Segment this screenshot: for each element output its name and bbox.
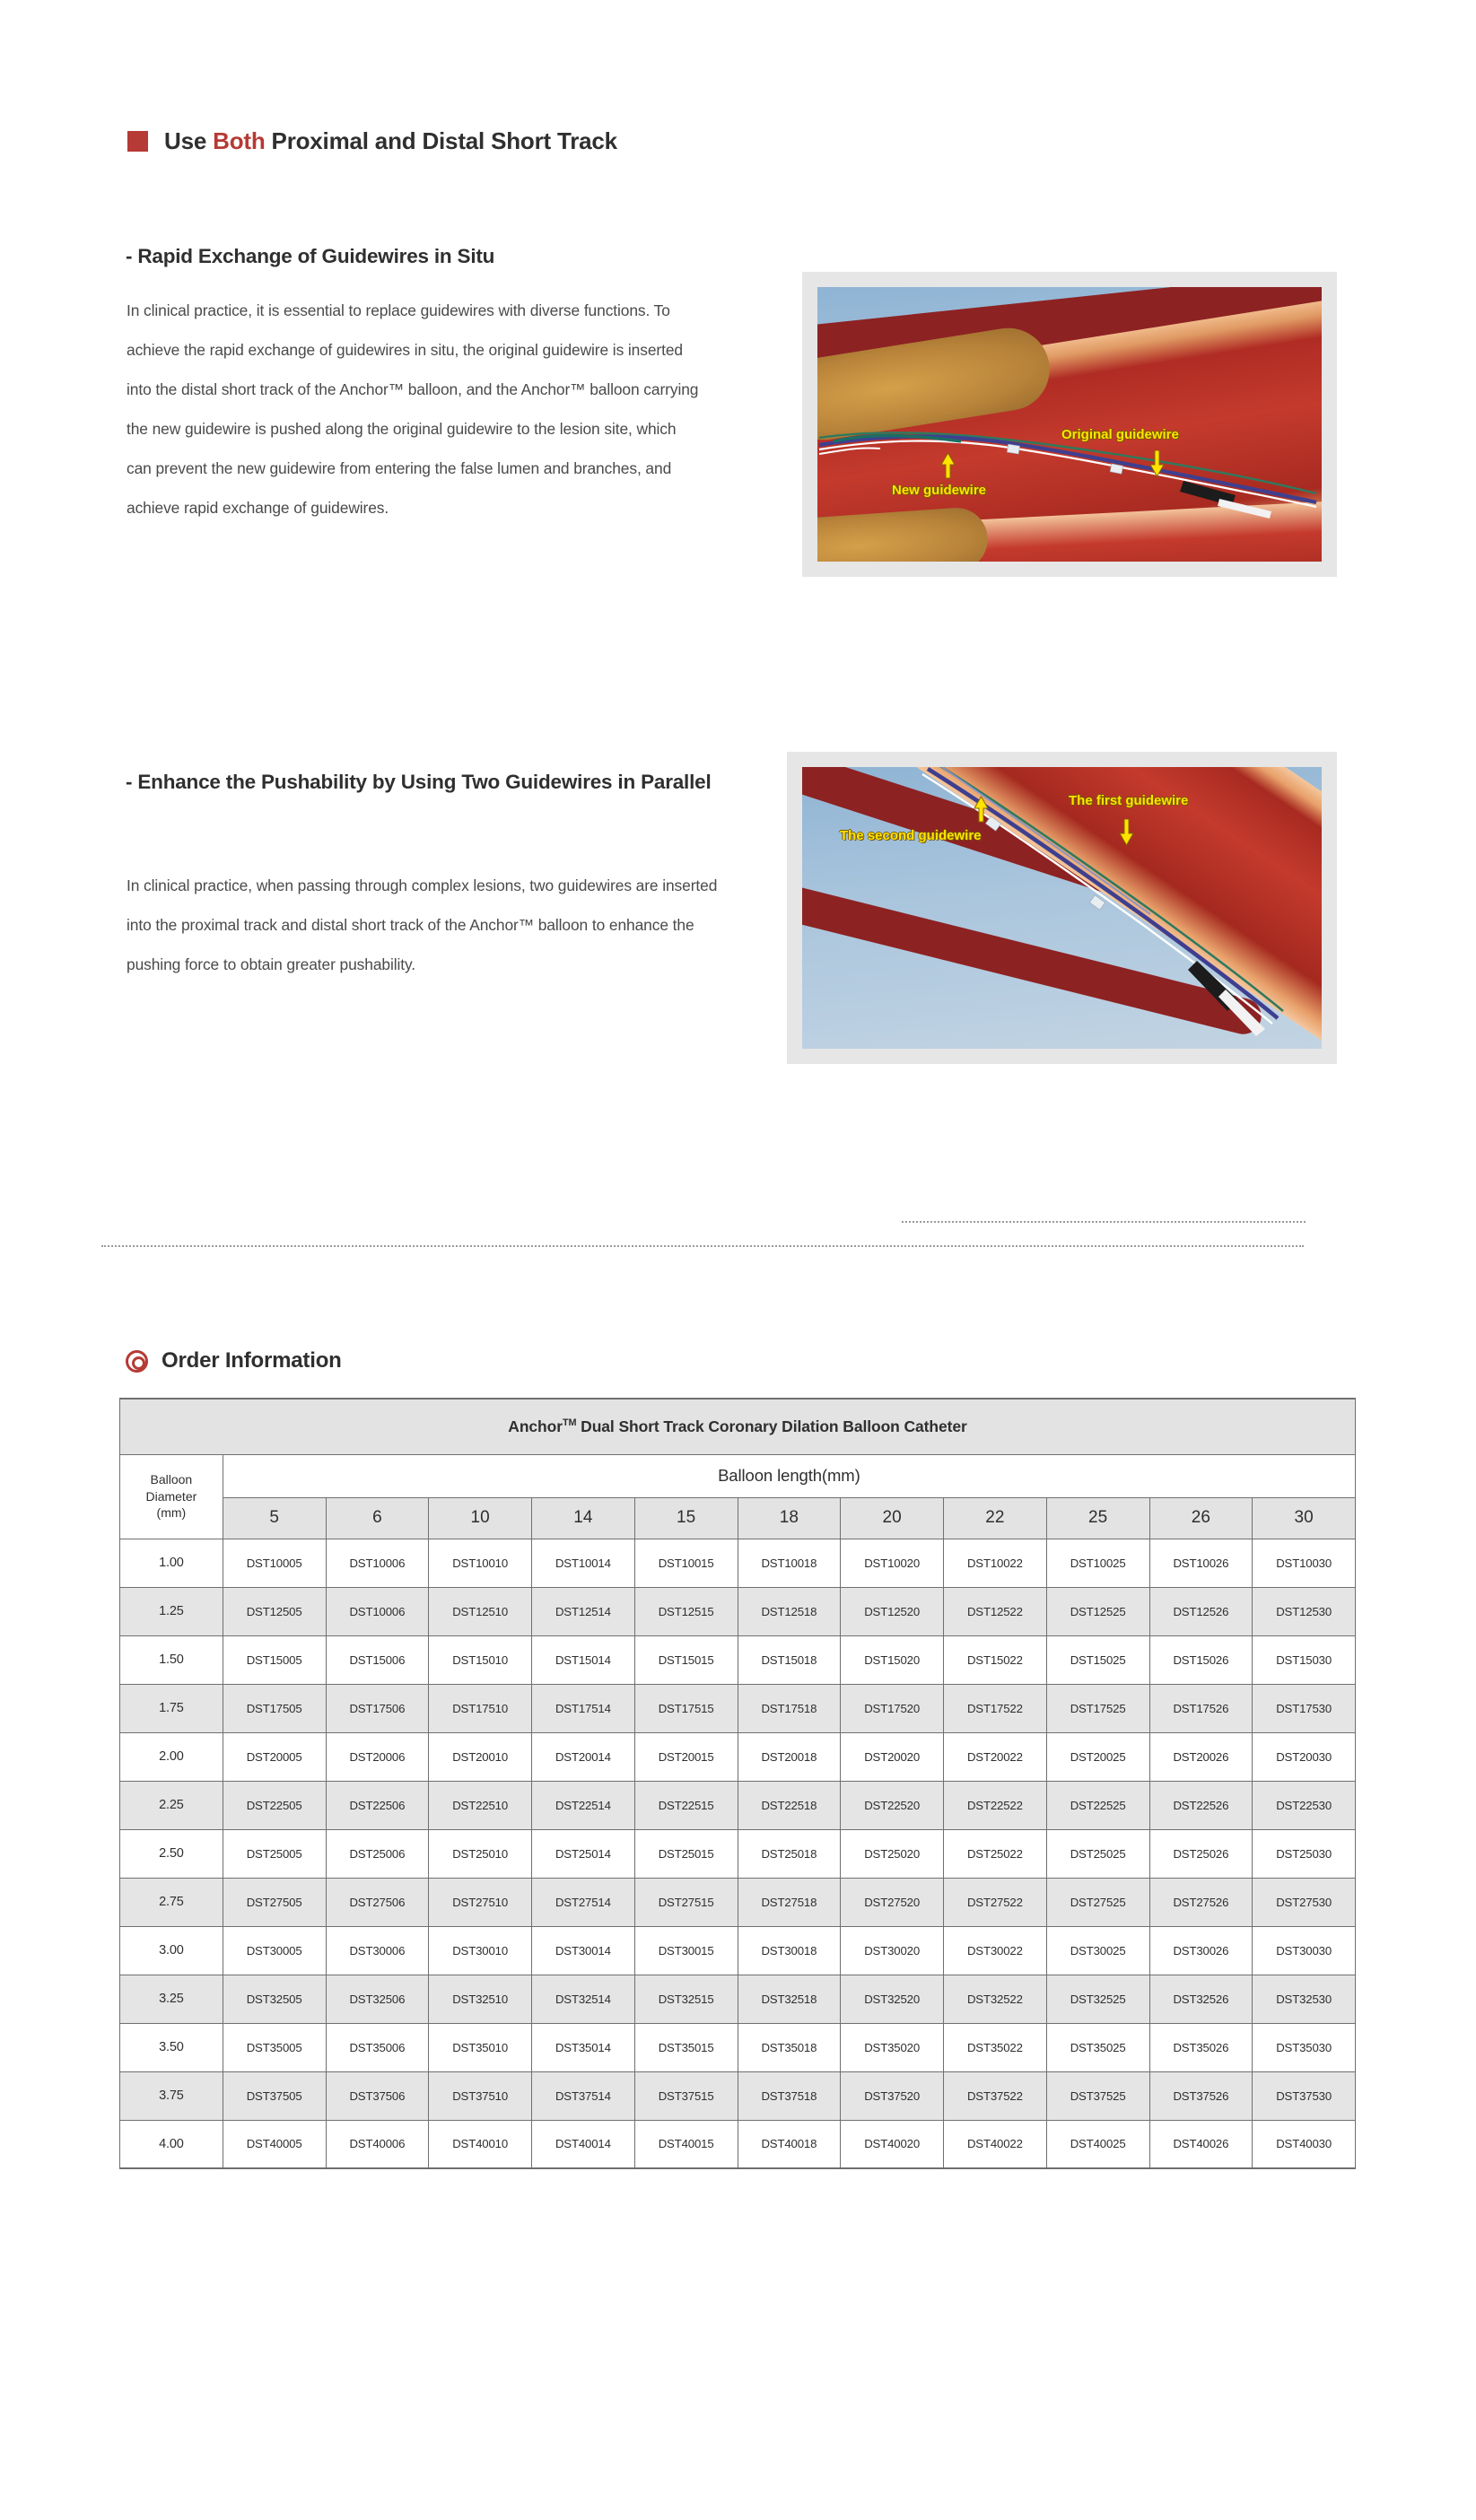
cell-product-code: DST22515 (634, 1781, 738, 1829)
cell-product-code: DST35006 (326, 2023, 429, 2071)
cell-product-code: DST32530 (1253, 1975, 1356, 2023)
cell-product-code: DST37530 (1253, 2071, 1356, 2120)
cell-product-code: DST10006 (326, 1539, 429, 1587)
table-row (120, 1829, 1356, 1878)
row-header-line-2: Diameter (145, 1488, 197, 1504)
cell-product-code: DST27505 (223, 1878, 326, 1926)
table-row (120, 1926, 1356, 1975)
cell-product-code: DST35005 (223, 2023, 326, 2071)
cell-product-code: DST12526 (1149, 1587, 1253, 1635)
table-group-header-row (120, 1454, 1356, 1497)
cell-product-code: DST25015 (634, 1829, 738, 1878)
column-header-length-15: 15 (634, 1497, 738, 1539)
radiopaque-marker-2 (1110, 464, 1122, 474)
cell-product-code: DST25018 (738, 1829, 841, 1878)
cell-balloon-diameter: 3.00 (120, 1926, 223, 1975)
cell-product-code: DST10025 (1046, 1539, 1149, 1587)
dotted-divider-long (101, 1245, 1304, 1246)
cell-product-code: DST12518 (738, 1587, 841, 1635)
cell-product-code: DST22530 (1253, 1781, 1356, 1829)
cell-product-code: DST32520 (841, 1975, 944, 2023)
cell-product-code: DST22518 (738, 1781, 841, 1829)
table-length-header-row (120, 1497, 1356, 1539)
cell-product-code: DST17522 (944, 1684, 1047, 1732)
cell-product-code: DST40020 (841, 2120, 944, 2168)
cell-product-code: DST35025 (1046, 2023, 1149, 2071)
trademark-symbol: TM (562, 1417, 577, 1428)
cell-product-code: DST15005 (223, 1635, 326, 1684)
cell-product-code: DST25026 (1149, 1829, 1253, 1878)
table-row (120, 2023, 1356, 2071)
cell-product-code: DST27506 (326, 1878, 429, 1926)
cell-product-code: DST20022 (944, 1732, 1047, 1781)
cell-product-code: DST10020 (841, 1539, 944, 1587)
cell-product-code: DST37506 (326, 2071, 429, 2120)
cell-product-code: DST40015 (634, 2120, 738, 2168)
square-bullet-icon (127, 131, 148, 152)
cell-product-code: DST25005 (223, 1829, 326, 1878)
cell-product-code: DST30006 (326, 1926, 429, 1975)
subsection-heading-pushability: - Enhance the Pushability by Using Two Guidewires in Parallel (126, 770, 712, 793)
cell-product-code: DST27515 (634, 1878, 738, 1926)
cell-product-code: DST10026 (1149, 1539, 1253, 1587)
cell-product-code: DST32505 (223, 1975, 326, 2023)
label-second-guidewire: The second guidewire (840, 828, 982, 843)
cell-product-code: DST25030 (1253, 1829, 1356, 1878)
cell-product-code: DST10015 (634, 1539, 738, 1587)
radiopaque-marker-1 (1007, 444, 1019, 454)
cell-balloon-diameter: 1.75 (120, 1684, 223, 1732)
cell-product-code: DST30015 (634, 1926, 738, 1975)
table-title-cell (120, 1399, 1356, 1454)
cell-product-code: DST25022 (944, 1829, 1047, 1878)
cell-product-code: DST12530 (1253, 1587, 1356, 1635)
cell-product-code: DST20014 (532, 1732, 635, 1781)
section-heading-text (164, 127, 617, 155)
cell-product-code: DST40010 (429, 2120, 532, 2168)
cell-product-code: DST35014 (532, 2023, 635, 2071)
cell-product-code: DST22522 (944, 1781, 1047, 1829)
cell-product-code: DST17505 (223, 1684, 326, 1732)
cell-balloon-diameter: 3.50 (120, 2023, 223, 2071)
cell-product-code: DST17518 (738, 1684, 841, 1732)
cell-product-code: DST40005 (223, 2120, 326, 2168)
cell-product-code: DST30020 (841, 1926, 944, 1975)
cell-balloon-diameter: 2.25 (120, 1781, 223, 1829)
cell-product-code: DST37510 (429, 2071, 532, 2120)
cell-product-code: DST35030 (1253, 2023, 1356, 2071)
cell-product-code: DST17520 (841, 1684, 944, 1732)
cell-product-code: DST27526 (1149, 1878, 1253, 1926)
column-header-length-10: 10 (429, 1497, 532, 1539)
arrow-up-new-guidewire (940, 452, 956, 479)
cell-product-code: DST17515 (634, 1684, 738, 1732)
cell-product-code: DST30026 (1149, 1926, 1253, 1975)
arrow-down-first-guidewire (1119, 819, 1134, 846)
cell-product-code: DST10005 (223, 1539, 326, 1587)
cell-product-code: DST30014 (532, 1926, 635, 1975)
row-header-balloon-diameter (120, 1454, 223, 1539)
cell-product-code: DST12510 (429, 1587, 532, 1635)
cell-product-code: DST25025 (1046, 1829, 1149, 1878)
dotted-divider-short (902, 1221, 1306, 1222)
cell-product-code: DST12522 (944, 1587, 1047, 1635)
vessel-illustration-1 (817, 287, 1322, 562)
table-title-prefix: Anchor (508, 1417, 563, 1435)
cell-balloon-diameter: 3.75 (120, 2071, 223, 2120)
table-head (120, 1399, 1356, 1539)
cell-product-code: DST10010 (429, 1539, 532, 1587)
table-row (120, 1732, 1356, 1781)
cell-product-code: DST17525 (1046, 1684, 1149, 1732)
cell-product-code: DST12520 (841, 1587, 944, 1635)
label-new-guidewire: New guidewire (892, 483, 987, 498)
cell-product-code: DST17506 (326, 1684, 429, 1732)
label-original-guidewire: Original guidewire (1061, 427, 1179, 442)
table-title-suffix: Dual Short Track Coronary Dilation Balloon Catheter (576, 1417, 967, 1435)
cell-product-code: DST15030 (1253, 1635, 1356, 1684)
table-title-row (120, 1399, 1356, 1454)
cell-product-code: DST20005 (223, 1732, 326, 1781)
cell-product-code: DST35026 (1149, 2023, 1253, 2071)
table-row (120, 2071, 1356, 2120)
figure-rapid-exchange (802, 272, 1337, 577)
target-ring-icon (126, 1350, 148, 1373)
cell-product-code: DST17510 (429, 1684, 532, 1732)
table-row (120, 1878, 1356, 1926)
cell-product-code: DST17526 (1149, 1684, 1253, 1732)
cell-product-code: DST37518 (738, 2071, 841, 2120)
order-information-table (119, 1398, 1356, 2169)
table-row (120, 1684, 1356, 1732)
cell-product-code: DST12514 (532, 1587, 635, 1635)
cell-product-code: DST37522 (944, 2071, 1047, 2120)
arrow-down-original-guidewire (1149, 450, 1165, 477)
section-heading (127, 127, 617, 155)
cell-product-code: DST12525 (1046, 1587, 1149, 1635)
cell-product-code: DST20025 (1046, 1732, 1149, 1781)
cell-balloon-diameter: 1.50 (120, 1635, 223, 1684)
cell-product-code: DST27525 (1046, 1878, 1149, 1926)
cell-product-code: DST40026 (1149, 2120, 1253, 2168)
cell-product-code: DST15010 (429, 1635, 532, 1684)
vessel-illustration-2 (802, 767, 1322, 1049)
column-header-length-22: 22 (944, 1497, 1047, 1539)
column-header-length-6: 6 (326, 1497, 429, 1539)
cell-product-code: DST30005 (223, 1926, 326, 1975)
column-header-length-25: 25 (1046, 1497, 1149, 1539)
cell-product-code: DST17530 (1253, 1684, 1356, 1732)
cell-product-code: DST12505 (223, 1587, 326, 1635)
cell-balloon-diameter: 1.25 (120, 1587, 223, 1635)
cell-product-code: DST32525 (1046, 1975, 1149, 2023)
cell-product-code: DST37505 (223, 2071, 326, 2120)
cell-product-code: DST15015 (634, 1635, 738, 1684)
cell-product-code: DST30030 (1253, 1926, 1356, 1975)
subsection-paragraph-pushability: In clinical practice, when passing through complex lesions, two guidewires are inserted into the proximal track and distal short track of the Anchor™ balloon to enhance the pushing force to obtain greater pushability. (127, 876, 718, 974)
cell-product-code: DST32510 (429, 1975, 532, 2023)
cell-product-code: DST25020 (841, 1829, 944, 1878)
cell-product-code: DST10030 (1253, 1539, 1356, 1587)
cell-product-code: DST27530 (1253, 1878, 1356, 1926)
cell-product-code: DST10014 (532, 1539, 635, 1587)
cell-product-code: DST20026 (1149, 1732, 1253, 1781)
order-information-heading (126, 1348, 342, 1373)
column-header-length-30: 30 (1253, 1497, 1356, 1539)
cell-product-code: DST25014 (532, 1829, 635, 1878)
cell-balloon-diameter: 2.50 (120, 1829, 223, 1878)
cell-product-code: DST22510 (429, 1781, 532, 1829)
table-row (120, 1975, 1356, 2023)
cell-product-code: DST35015 (634, 2023, 738, 2071)
cell-product-code: DST20020 (841, 1732, 944, 1781)
cell-product-code: DST32518 (738, 1975, 841, 2023)
column-header-length-14: 14 (532, 1497, 635, 1539)
cell-product-code: DST40018 (738, 2120, 841, 2168)
cell-product-code: DST27520 (841, 1878, 944, 1926)
cell-product-code: DST32515 (634, 1975, 738, 2023)
table-body (120, 1539, 1356, 2168)
row-header-line-1: Balloon (150, 1471, 193, 1487)
cell-product-code: DST22506 (326, 1781, 429, 1829)
cell-product-code: DST15022 (944, 1635, 1047, 1684)
cell-product-code: DST27510 (429, 1878, 532, 1926)
cell-product-code: DST27522 (944, 1878, 1047, 1926)
cell-product-code: DST15020 (841, 1635, 944, 1684)
cell-product-code: DST37515 (634, 2071, 738, 2120)
cell-balloon-diameter: 3.25 (120, 1975, 223, 2023)
cell-product-code: DST15018 (738, 1635, 841, 1684)
cell-product-code: DST35020 (841, 2023, 944, 2071)
cell-product-code: DST20030 (1253, 1732, 1356, 1781)
cell-product-code: DST35022 (944, 2023, 1047, 2071)
row-header-line-3: (mm) (156, 1505, 187, 1521)
cell-product-code: DST30025 (1046, 1926, 1149, 1975)
cell-product-code: DST37514 (532, 2071, 635, 2120)
cell-balloon-diameter: 2.00 (120, 1732, 223, 1781)
column-header-length-5: 5 (223, 1497, 326, 1539)
cell-product-code: DST40025 (1046, 2120, 1149, 2168)
cell-product-code: DST20010 (429, 1732, 532, 1781)
section-heading-highlight: Both (213, 127, 266, 154)
cell-product-code: DST15026 (1149, 1635, 1253, 1684)
cell-product-code: DST30022 (944, 1926, 1047, 1975)
table-row (120, 1587, 1356, 1635)
cell-product-code: DST20015 (634, 1732, 738, 1781)
column-header-length-20: 20 (841, 1497, 944, 1539)
table-row (120, 1539, 1356, 1587)
table-row (120, 1635, 1356, 1684)
column-header-length-26: 26 (1149, 1497, 1253, 1539)
catheter-and-guidewires-1 (817, 287, 1322, 562)
cell-balloon-diameter: 4.00 (120, 2120, 223, 2168)
cell-product-code: DST27518 (738, 1878, 841, 1926)
cell-product-code: DST22514 (532, 1781, 635, 1829)
cell-product-code: DST22520 (841, 1781, 944, 1829)
cell-product-code: DST22526 (1149, 1781, 1253, 1829)
cell-balloon-diameter: 1.00 (120, 1539, 223, 1587)
cell-product-code: DST15014 (532, 1635, 635, 1684)
cell-product-code: DST10022 (944, 1539, 1047, 1587)
cell-product-code: DST10006 (326, 1587, 429, 1635)
cell-product-code: DST40014 (532, 2120, 635, 2168)
subsection-heading-rapid-exchange: - Rapid Exchange of Guidewires in Situ (126, 244, 495, 267)
cell-product-code: DST32514 (532, 1975, 635, 2023)
cell-product-code: DST40006 (326, 2120, 429, 2168)
cell-product-code: DST35018 (738, 2023, 841, 2071)
cell-product-code: DST37526 (1149, 2071, 1253, 2120)
column-group-header-balloon-length: Balloon length(mm) (223, 1454, 1355, 1497)
catheter-tip-white (1218, 499, 1271, 519)
cell-product-code: DST32506 (326, 1975, 429, 2023)
cell-product-code: DST22525 (1046, 1781, 1149, 1829)
cell-product-code: DST32522 (944, 1975, 1047, 2023)
table-row (120, 1781, 1356, 1829)
cell-product-code: DST12515 (634, 1587, 738, 1635)
cell-product-code: DST40022 (944, 2120, 1047, 2168)
cell-product-code: DST40030 (1253, 2120, 1356, 2168)
cell-product-code: DST30018 (738, 1926, 841, 1975)
cell-product-code: DST15006 (326, 1635, 429, 1684)
cell-product-code: DST37525 (1046, 2071, 1149, 2120)
section-heading-prefix: Use (164, 127, 214, 154)
cell-product-code: DST17514 (532, 1684, 635, 1732)
cell-product-code: DST37520 (841, 2071, 944, 2120)
section-heading-suffix: Proximal and Distal Short Track (265, 127, 617, 154)
cell-balloon-diameter: 2.75 (120, 1878, 223, 1926)
cell-product-code: DST30010 (429, 1926, 532, 1975)
cell-product-code: DST27514 (532, 1878, 635, 1926)
cell-product-code: DST25006 (326, 1829, 429, 1878)
label-first-guidewire: The first guidewire (1069, 793, 1189, 808)
order-information-heading-text: Order Information (162, 1348, 342, 1373)
cell-product-code: DST35010 (429, 2023, 532, 2071)
column-header-length-18: 18 (738, 1497, 841, 1539)
cell-product-code: DST20018 (738, 1732, 841, 1781)
cell-product-code: DST20006 (326, 1732, 429, 1781)
cell-product-code: DST15025 (1046, 1635, 1149, 1684)
cell-product-code: DST22505 (223, 1781, 326, 1829)
table-row (120, 2120, 1356, 2168)
cell-product-code: DST32526 (1149, 1975, 1253, 2023)
subsection-paragraph-rapid-exchange: In clinical practice, it is essential to replace guidewires with diverse functions. To achieve the rapid exchange of guidewires in situ, the original guidewire is inserted into the distal short track of the Anchor™ balloon, and the Anchor™ balloon carrying the new guidewire is pushed along the original guidewire to the lesion site, which can prevent the new guidewire from entering the false lumen and branches, and achieve rapid exchange of guidewires. (127, 301, 699, 518)
catheter-and-guidewires-2 (802, 767, 1322, 1049)
figure-pushability (787, 752, 1337, 1064)
cell-product-code: DST10018 (738, 1539, 841, 1587)
arrow-up-second-guidewire (974, 796, 989, 823)
cell-product-code: DST25010 (429, 1829, 532, 1878)
